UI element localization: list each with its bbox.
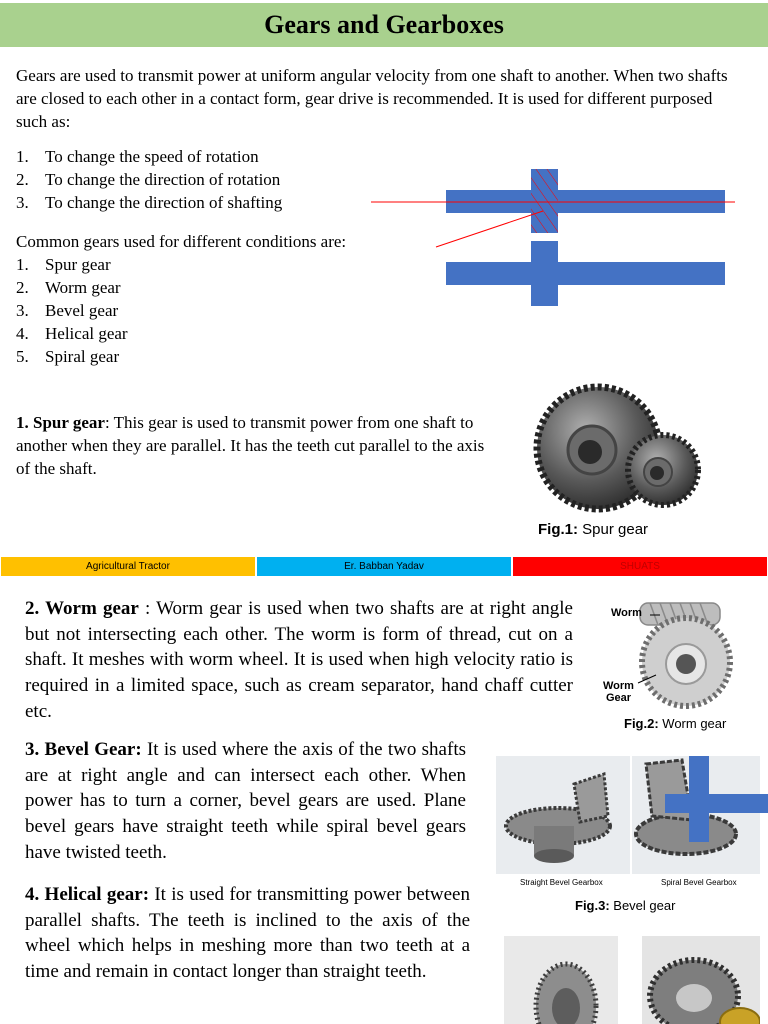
list-item	[16, 253, 128, 276]
large-gear-bore	[578, 440, 602, 464]
list-number: 2.	[16, 170, 29, 189]
angled-line	[436, 211, 543, 247]
worm-gear-body: : Worm gear is used when two shafts are at right angle but not intersecting each other. The worm is form of thread, cut on a shaft. It meshes with worm wheel. It is used when high velocity ratio is required in a limited space, such as cream separator, hand chaff cutter etc.	[25, 598, 573, 722]
list-text: Spur gear	[45, 255, 111, 274]
list-text: To change the direction of shafting	[45, 193, 283, 212]
bevel-gear-body: It is used where the axis of the two shafts are at right angle and can intersect each other. When power has to turn a corner, bevel gears are used. Plane bevel gears have straight teeth while spiral bevel gears have twisted teeth.	[25, 739, 466, 863]
fig3-number: Fig.3:	[575, 898, 610, 913]
list-item	[16, 299, 128, 322]
lower-gear	[531, 241, 558, 306]
helical-gear-paragraph	[25, 882, 470, 985]
worm-label: Worm	[611, 607, 642, 619]
fig3-caption	[575, 898, 675, 913]
straight-bevel-caption: Straight Bevel Gearbox	[520, 878, 603, 887]
list-text: Helical gear	[45, 324, 128, 343]
worm-gear-label-line2: Gear	[605, 692, 632, 704]
list-text: To change the speed of rotation	[45, 147, 259, 166]
helical-gear-heading: 4. Helical gear:	[25, 884, 150, 905]
footer-cell-author: Er. Babban Yadav	[257, 557, 511, 576]
helical-gear-image	[504, 936, 760, 1024]
list-number: 5.	[16, 347, 29, 366]
list-item	[16, 145, 282, 168]
small-gear-bore	[650, 466, 664, 480]
fig1-label: Spur gear	[578, 521, 649, 538]
list-number: 2.	[16, 278, 29, 297]
straight-bevel-pinion	[574, 774, 608, 822]
list-item	[16, 191, 282, 214]
lower-shaft	[446, 262, 725, 285]
intro-paragraph: Gears are used to transmit power at uniform angular velocity from one shaft to another. When two shafts are closed to each other in a contact form, gear drive is recommended. It is used for different purposed such as:	[16, 66, 728, 131]
worm-wheel-bore	[676, 654, 696, 674]
worm-gear-heading: 2. Worm gear	[25, 598, 139, 619]
list-text: Spiral gear	[45, 347, 120, 366]
spur-gear-heading: 1. Spur gear	[16, 413, 105, 432]
worm-gear-label	[603, 680, 634, 704]
spur-gear-image	[530, 380, 710, 515]
list-item	[16, 168, 282, 191]
worm-gear-label-line1: Worm	[603, 680, 634, 692]
footer-cell-institution: SHUATS	[513, 557, 767, 576]
list-number: 3.	[16, 301, 29, 320]
list-number: 4.	[16, 324, 29, 343]
footer-cell-course: Agricultural Tractor	[1, 557, 255, 576]
list-number: 3.	[16, 193, 29, 212]
worm-gear-paragraph	[25, 596, 573, 725]
list-text: To change the direction of rotation	[45, 170, 281, 189]
spur-gear-paragraph	[16, 411, 496, 480]
fig1-caption	[538, 521, 648, 538]
gear-types-list	[16, 253, 128, 368]
list-number: 1.	[16, 147, 29, 166]
spiral-bevel-large	[636, 814, 736, 854]
list-number: 1.	[16, 255, 29, 274]
bevel-gear-heading: 3. Bevel Gear:	[25, 739, 142, 760]
list-item	[16, 276, 128, 299]
spur-gear-body: : This gear is used to transmit power from one shaft to another when they are parallel. It has the teeth cut parallel to the axis of the shaft.	[16, 413, 485, 478]
common-gears-label: Common gears used for different conditions are:	[16, 232, 347, 251]
list-text: Bevel gear	[45, 301, 119, 320]
fig2-label: Worm gear	[658, 716, 727, 731]
list-text: Worm gear	[45, 278, 121, 297]
list-item	[16, 345, 128, 368]
list-item	[16, 322, 128, 345]
purposes-list	[16, 145, 282, 214]
fig2-caption	[624, 716, 726, 731]
bevel-gear-paragraph	[25, 737, 466, 866]
spiral-bevel-caption: Spiral Bevel Gearbox	[661, 878, 737, 887]
bevel-horizontal-shaft	[665, 794, 768, 813]
page-title: Gears and Gearboxes	[0, 3, 768, 47]
fig3-label: Bevel gear	[609, 898, 676, 913]
bevel-gear-image	[496, 756, 768, 876]
shaft-diagram	[368, 165, 740, 310]
fig1-number: Fig.1:	[538, 521, 578, 538]
upper-gear-hatch	[531, 169, 558, 233]
helical-gear-body: It is used for transmitting power between parallel shafts. The teeth is inclined to the axis of the wheel which helps in meshing more than two teeth at a time and remain in contact longer than straight teeth.	[25, 884, 470, 983]
fig2-number: Fig.2:	[624, 716, 659, 731]
